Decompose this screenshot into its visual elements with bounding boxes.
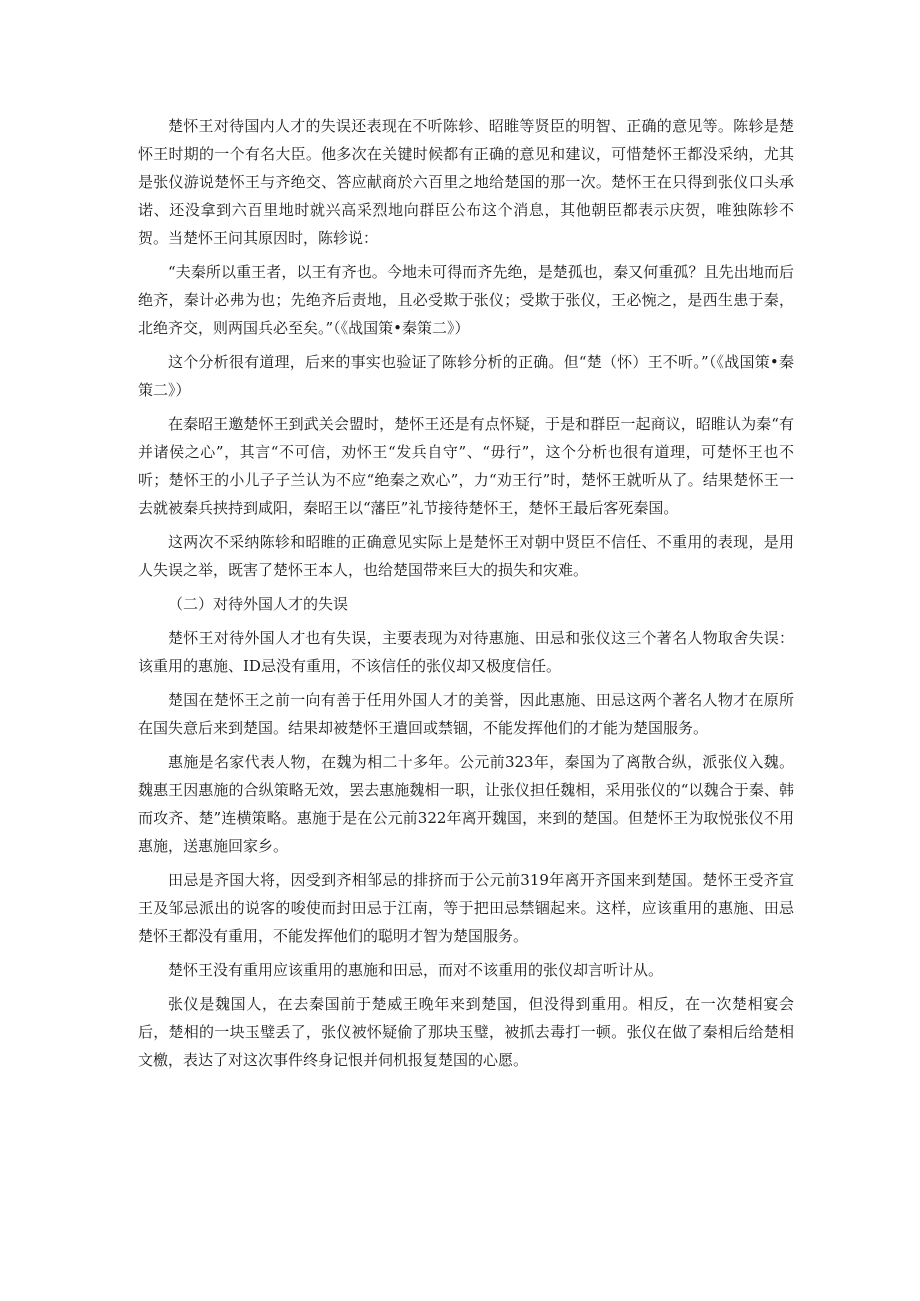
quote-chen-zhen: “夫秦所以重王者，以王有齐也。今地未可得而齐先绝，是楚孤也，秦又何重孤？且先出地而后绝齐，秦计必弗为也；先绝齐后责地，且必受欺于张仪；受欺于张仪，王必惋之，是西生患于秦，北绝齐交，则两国兵必至矣。”（《战国策•秦策二》） (138, 263, 794, 337)
paragraph-hui-shi: 惠施是名家代表人物，在魏为相二十多年。公元前323年，秦国为了离散合纵，派张仪入魏。魏惠王因惠施的合纵策略无效，罢去惠施魏相一职，让张仪担任魏相，采用张仪的“以魏合于秦、韩而攻齐、楚”连横策略。惠施于是在公元前322年离开魏国，来到的楚国。但楚怀王为取悦张仪不用惠施，送惠施回家乡。 (138, 753, 794, 855)
paragraph-zhang-yi-background: 张仪是魏国人，在去秦国前于楚威王晚年来到楚国，但没得到重用。相反，在一次楚相宴会后，楚相的一块玉璧丢了，张仪被怀疑偷了那块玉璧，被抓去毒打一顿。张仪在做了秦相后给楚相文檄，表达了对这次事件终身记恨并伺机报复楚国的心愿。 (138, 995, 794, 1069)
paragraph-wuguan-meeting: 在秦昭王邀楚怀王到武关会盟时，楚怀王还是有点怀疑，于是和群臣一起商议，昭睢认为秦“有并诸侯之心”，其言“不可信，劝怀王“发兵自守”、“毋行”，这个分析也很有道理，可楚怀王也不听；楚怀王的小儿子子兰认为不应“绝秦之欢心”，力“劝王行”时，楚怀王就听从了。结果楚怀王一去就被秦兵挟持到咸阳，秦昭王以“藩臣”礼节接待楚怀王，楚怀王最后客死秦国。 (138, 415, 794, 517)
paragraph-analysis: 这个分析很有道理，后来的事实也验证了陈轸分析的正确。但“楚（怀）王不听。”（《战国策•秦策二》） (138, 353, 794, 399)
paragraph-tian-ji: 田忌是齐国大将，因受到齐相邹忌的排挤而于公元前319年离开齐国来到楚国。楚怀王受齐宣王及邹忌派出的说客的唆使而封田忌于江南，等于把田忌禁锢起来。这样，应该重用的惠施、田忌楚怀王都没有重用，不能发挥他们的聪明才智为楚国服务。 (138, 871, 794, 945)
paragraph-chu-reputation: 楚国在楚怀王之前一向有善于任用外国人才的美誉，因此惠施、田忌这两个著名人物才在原所在国失意后来到楚国。结果却被楚怀王遣回或禁锢，不能发挥他们的才能为楚国服务。 (138, 691, 794, 737)
paragraph-foreign-summary: 楚怀王对待外国人才也有失误，主要表现为对待惠施、田忌和张仪这三个著名人物取舍失误：该重用的惠施、ID忌没有重用，不该信任的张仪却又极度信任。 (138, 629, 794, 675)
document-page (138, 112, 794, 1080)
paragraph-chen-zhen-intro: 楚怀王对待国内人才的失误还表现在不听陈轸、昭睢等贤臣的明智、正确的意见等。陈轸是楚怀王时期的一个有名大臣。他多次在关键时候都有正确的意见和建议，可惜楚怀王都没采纳，尤其是张仪游说楚怀王与齐绝交、答应献商於六百里之地给楚国的那一次。楚怀王在只得到张仪口头承诺、还没拿到六百里地时就兴高采烈地向群臣公布这个消息，其他朝臣都表示庆贺，唯独陈轸不贺。当楚怀王问其原因时，陈轸说： (138, 117, 794, 247)
section-heading-foreign-talent: （二）对待外国人才的失误 (168, 595, 349, 613)
paragraph-zhang-yi-trust: 楚怀王没有重用应该重用的惠施和田忌，而对不该重用的张仪却言听计从。 (168, 961, 664, 979)
paragraph-conclusion-domestic: 这两次不采纳陈轸和昭睢的正确意见实际上是楚怀王对朝中贤臣不信任、不重用的表现，是用人失误之举，既害了楚怀王本人，也给楚国带来巨大的损失和灾难。 (138, 533, 794, 579)
